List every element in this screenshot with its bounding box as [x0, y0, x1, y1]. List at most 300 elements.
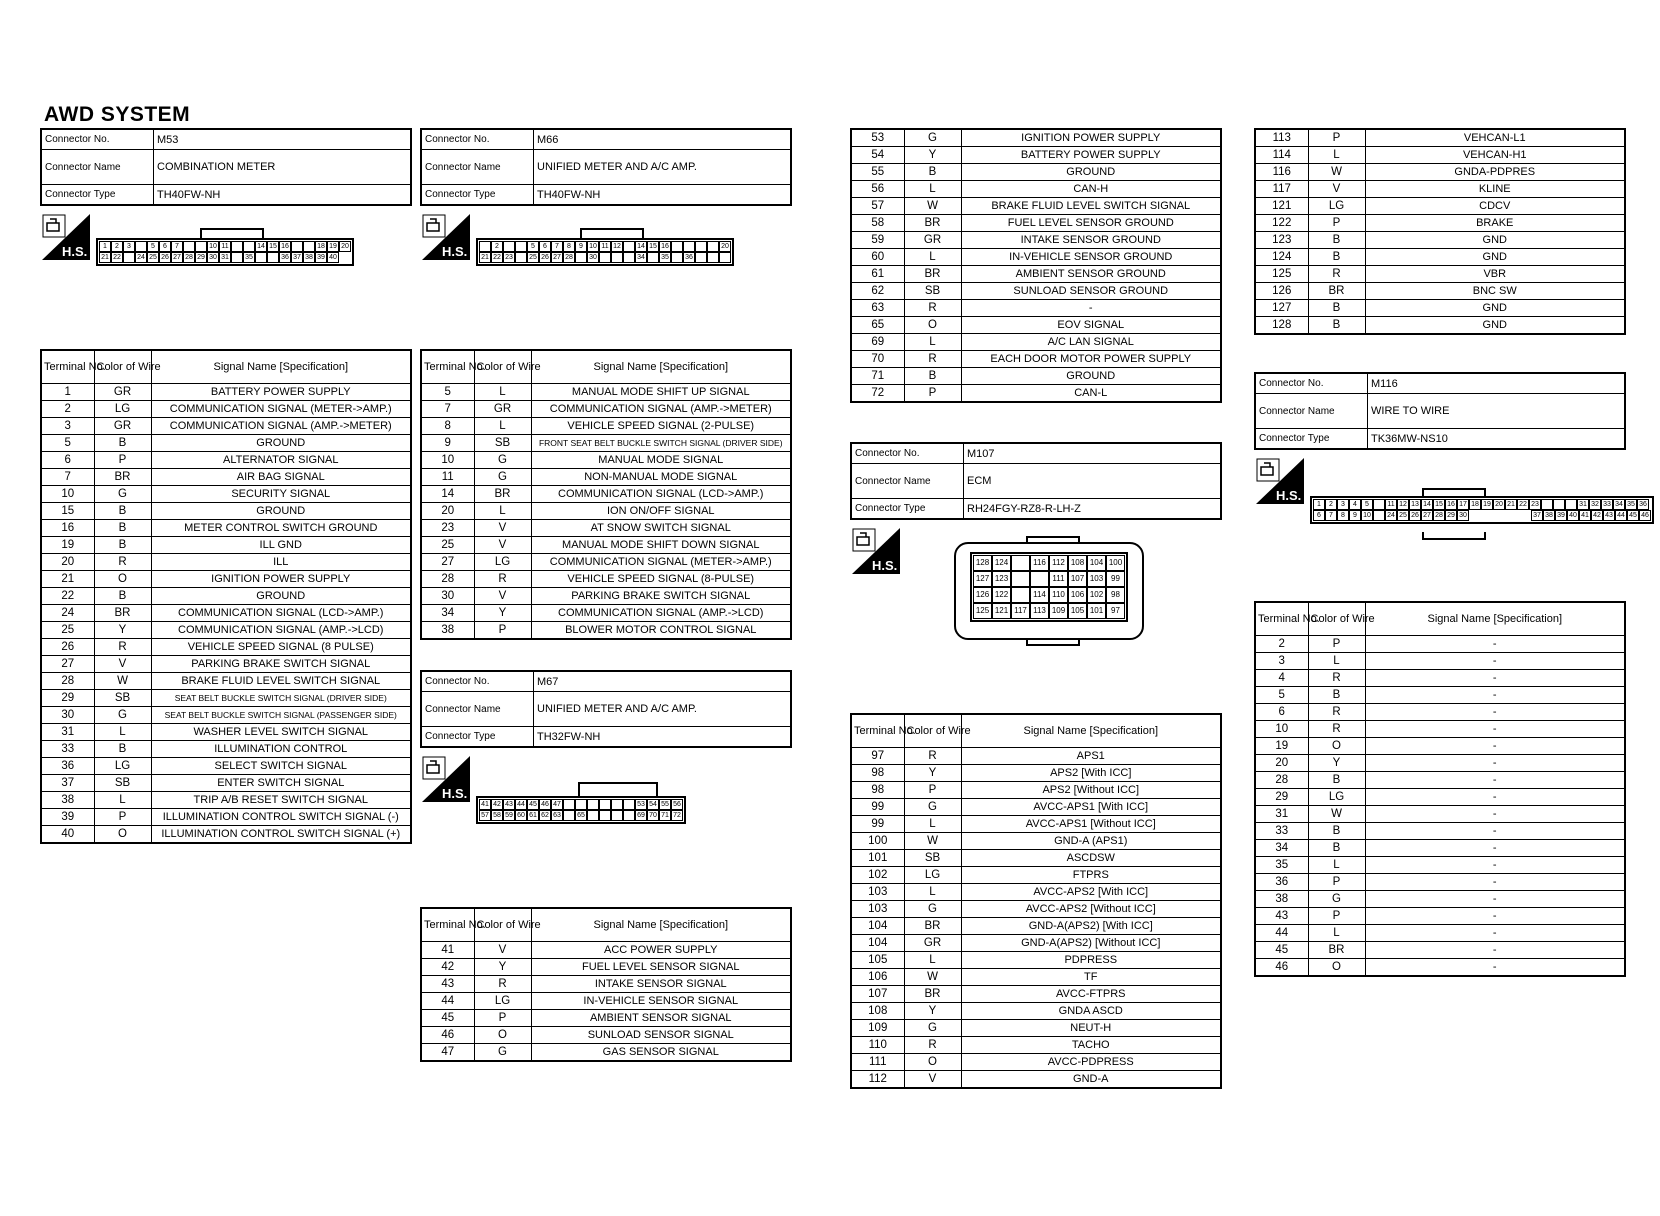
pin-cell: 109 [1049, 603, 1068, 619]
terminal-cell: 8 [421, 418, 474, 435]
signal-cell: ALTERNATOR SIGNAL [151, 452, 411, 469]
pin-cell: 21 [99, 252, 111, 263]
pin-cell: 14 [255, 241, 267, 252]
table-row [421, 588, 791, 605]
table-row [851, 969, 1221, 986]
color-cell: B [94, 520, 151, 537]
table-row [41, 588, 411, 605]
terminal-cell: 35 [1255, 857, 1308, 874]
table-row [851, 147, 1221, 164]
signal-cell: AT SNOW SWITCH SIGNAL [531, 520, 791, 537]
pin-cell: 97 [1106, 603, 1125, 619]
table-row [851, 748, 1221, 765]
terminal-cell: 125 [1255, 266, 1308, 283]
pin-cell [1011, 555, 1030, 571]
table-row [1255, 266, 1625, 283]
terminal-cell: 97 [851, 748, 904, 765]
color-cell: P [904, 782, 961, 799]
table-row [851, 1020, 1221, 1037]
color-cell: O [1308, 959, 1365, 977]
m53-column [40, 128, 412, 844]
connector-type-label: Connector Type [41, 185, 154, 206]
pin-cell: 126 [973, 587, 992, 603]
pin-cell: 61 [527, 810, 539, 821]
color-cell: B [1308, 232, 1365, 249]
terminal-cell: 15 [41, 503, 94, 520]
color-cell: O [94, 571, 151, 588]
m66-connector-face [476, 228, 744, 274]
connector-no-value: M53 [154, 129, 412, 150]
table-row [851, 232, 1221, 249]
pin-cell: 47 [551, 799, 563, 810]
signal-cell: A/C LAN SIGNAL [961, 334, 1221, 351]
table-row [421, 503, 791, 520]
pin-cell: 8 [1337, 510, 1349, 521]
signal-cell: SEAT BELT BUCKLE SWITCH SIGNAL (DRIVER SIDE) [151, 690, 411, 707]
pin-cell [647, 252, 659, 263]
pin-cell [611, 810, 623, 821]
pin-cell [1373, 499, 1385, 510]
pin-cell: 27 [171, 252, 183, 263]
signal-cell: INTAKE SENSOR SIGNAL [531, 976, 791, 993]
connector-name-value: UNIFIED METER AND A/C AMP. [534, 150, 792, 185]
table-row [1255, 653, 1625, 670]
signal-cell: ASCDSW [961, 850, 1221, 867]
pin-cell: 110 [1049, 587, 1068, 603]
table-row [1255, 198, 1625, 215]
signal-cell: COMMUNICATION SIGNAL (AMP.->METER) [151, 418, 411, 435]
terminal-cell: 25 [41, 622, 94, 639]
color-cell: B [1308, 823, 1365, 840]
terminal-cell: 40 [41, 826, 94, 844]
terminal-cell: 19 [41, 537, 94, 554]
m67-continued-column [850, 128, 1222, 403]
terminal-cell: 112 [851, 1071, 904, 1089]
color-cell: W [904, 198, 961, 215]
pin-cell: 43 [503, 799, 515, 810]
pin-cell: 41 [1579, 510, 1591, 521]
terminal-cell: 123 [1255, 232, 1308, 249]
color-cell: R [94, 554, 151, 571]
signal-header: Signal Name [Specification] [961, 714, 1221, 748]
signal-cell: AMBIENT SENSOR GROUND [961, 266, 1221, 283]
table-row [1255, 721, 1625, 738]
terminal-cell: 5 [421, 384, 474, 401]
pin-cell: 24 [135, 252, 147, 263]
terminal-cell: 16 [41, 520, 94, 537]
pin-cell: 123 [992, 571, 1011, 587]
m107-continued-column [1254, 128, 1626, 335]
signal-cell: APS2 [Without ICC] [961, 782, 1221, 799]
signal-cell: GROUND [961, 368, 1221, 385]
pin-cell: 10 [1361, 510, 1373, 521]
pin-cell: 28 [563, 252, 575, 263]
pin-cell: 25 [147, 252, 159, 263]
pin-cell: 30 [207, 252, 219, 263]
color-cell: R [474, 976, 531, 993]
connector-no-label: Connector No. [41, 129, 154, 150]
color-cell: G [904, 129, 961, 147]
terminal-cell: 38 [1255, 891, 1308, 908]
pin-cell: 7 [171, 241, 183, 252]
terminal-cell: 103 [851, 884, 904, 901]
color-cell: Y [94, 622, 151, 639]
pin-cell: 21 [479, 252, 491, 263]
signal-cell: - [1365, 636, 1625, 653]
harness-side-icon [42, 214, 90, 260]
color-cell: P [474, 1010, 531, 1027]
pin-cell: 31 [1577, 499, 1589, 510]
terminal-cell: 114 [1255, 147, 1308, 164]
pin-cell: 35 [659, 252, 671, 263]
color-cell: V [474, 520, 531, 537]
table-row [1255, 891, 1625, 908]
color-header: Color of Wire [904, 714, 961, 748]
terminal-cell: 20 [41, 554, 94, 571]
table-row [1255, 840, 1625, 857]
pin-cell: 32 [1589, 499, 1601, 510]
pin-cell [563, 799, 575, 810]
terminal-cell: 22 [41, 588, 94, 605]
terminal-cell: 5 [1255, 687, 1308, 704]
table-row [1255, 738, 1625, 755]
pin-cell: 20 [719, 241, 731, 252]
terminal-cell: 11 [421, 469, 474, 486]
pin-cell: 102 [1087, 587, 1106, 603]
signal-cell: IN-VEHICLE SENSOR SIGNAL [531, 993, 791, 1010]
color-cell: L [1308, 653, 1365, 670]
pin-cell [135, 241, 147, 252]
signal-cell: IGNITION POWER SUPPLY [961, 129, 1221, 147]
color-cell: P [1308, 908, 1365, 925]
color-cell: P [1308, 215, 1365, 232]
signal-cell: AMBIENT SENSOR SIGNAL [531, 1010, 791, 1027]
table-row [1255, 670, 1625, 687]
table-row [41, 520, 411, 537]
pin-cell: 45 [1627, 510, 1639, 521]
table-row [1255, 129, 1625, 147]
pin-cell [303, 241, 315, 252]
table-row [851, 129, 1221, 147]
table-row [421, 452, 791, 469]
m53-header [40, 128, 412, 206]
table-row [1255, 232, 1625, 249]
color-cell: BR [474, 486, 531, 503]
color-cell: BR [904, 215, 961, 232]
table-row [421, 554, 791, 571]
pin-cell: 12 [611, 241, 623, 252]
pin-cell: 37 [291, 252, 303, 263]
table-row [421, 435, 791, 452]
pin-cell [123, 252, 135, 263]
table-row [41, 792, 411, 809]
pin-cell: 44 [515, 799, 527, 810]
pin-cell: 7 [551, 241, 563, 252]
pin-cell [267, 252, 279, 263]
signal-cell: MANUAL MODE SIGNAL [531, 452, 791, 469]
signal-cell: PDPRESS [961, 952, 1221, 969]
color-cell: O [1308, 738, 1365, 755]
color-cell: SB [474, 435, 531, 452]
signal-cell: COMMUNICATION SIGNAL (LCD->AMP.) [151, 605, 411, 622]
pin-cell: 59 [503, 810, 515, 821]
color-cell: B [904, 164, 961, 181]
signal-cell: EACH DOOR MOTOR POWER SUPPLY [961, 351, 1221, 368]
pin-cell: 15 [267, 241, 279, 252]
table-row [421, 1044, 791, 1062]
signal-cell: BLOWER MOTOR CONTROL SIGNAL [531, 622, 791, 640]
terminal-cell: 6 [41, 452, 94, 469]
terminal-cell: 7 [421, 401, 474, 418]
pin-cell: 30 [587, 252, 599, 263]
table-row [1255, 249, 1625, 266]
color-cell: Y [904, 1003, 961, 1020]
signal-cell: - [1365, 874, 1625, 891]
pin-cell: 112 [1049, 555, 1068, 571]
signal-cell: - [1365, 925, 1625, 942]
pin-cell: 60 [515, 810, 527, 821]
table-row [1255, 181, 1625, 198]
connector-type-label: Connector Type [851, 499, 964, 520]
signal-cell: GND [1365, 232, 1625, 249]
pin-cell: 22 [1517, 499, 1529, 510]
terminal-cell: 113 [1255, 129, 1308, 147]
terminal-no-header: Terminal No. [851, 714, 904, 748]
terminal-cell: 111 [851, 1054, 904, 1071]
table-row [851, 833, 1221, 850]
color-cell: L [904, 884, 961, 901]
signal-cell: CDCV [1365, 198, 1625, 215]
m53-terminal-table [40, 349, 412, 844]
connector-no-value: M116 [1368, 373, 1626, 394]
signal-cell: CAN-H [961, 181, 1221, 198]
pin-cell: 6 [539, 241, 551, 252]
signal-cell: - [1365, 721, 1625, 738]
m107-header [850, 442, 1222, 520]
table-row [1255, 772, 1625, 789]
signal-cell: - [1365, 942, 1625, 959]
signal-cell: - [1365, 653, 1625, 670]
pin-cell: 5 [147, 241, 159, 252]
signal-cell: AVCC-FTPRS [961, 986, 1221, 1003]
table-row [851, 249, 1221, 266]
pin-cell [671, 252, 683, 263]
table-row [851, 300, 1221, 317]
signal-cell: IGNITION POWER SUPPLY [151, 571, 411, 588]
color-cell: Y [904, 147, 961, 164]
terminal-cell: 30 [421, 588, 474, 605]
color-cell: R [1308, 266, 1365, 283]
terminal-cell: 126 [1255, 283, 1308, 300]
svg-text:H.S.: H.S. [442, 786, 468, 801]
pin-cell [183, 241, 195, 252]
signal-cell: SECURITY SIGNAL [151, 486, 411, 503]
connector-name-value: WIRE TO WIRE [1368, 394, 1626, 429]
pin-cell: 65 [575, 810, 587, 821]
pin-cell: 127 [973, 571, 992, 587]
terminal-cell: 45 [421, 1010, 474, 1027]
color-cell: B [94, 588, 151, 605]
signal-cell: SELECT SWITCH SIGNAL [151, 758, 411, 775]
color-cell: SB [904, 283, 961, 300]
pin-cell [623, 810, 635, 821]
table-row [41, 775, 411, 792]
terminal-cell: 108 [851, 1003, 904, 1020]
table-row [41, 537, 411, 554]
table-row [1255, 300, 1625, 317]
signal-cell: - [1365, 755, 1625, 772]
table-row [41, 622, 411, 639]
signal-cell: PARKING BRAKE SWITCH SIGNAL [151, 656, 411, 673]
connector-type-label: Connector Type [421, 185, 534, 206]
pin-cell [599, 252, 611, 263]
pin-cell: 22 [491, 252, 503, 263]
pin-cell: 63 [551, 810, 563, 821]
terminal-cell: 10 [421, 452, 474, 469]
signal-cell: COMMUNICATION SIGNAL (AMP.->LCD) [531, 605, 791, 622]
color-cell: B [1308, 249, 1365, 266]
table-row [41, 503, 411, 520]
pin-cell: 36 [279, 252, 291, 263]
color-cell: L [474, 384, 531, 401]
terminal-cell: 36 [1255, 874, 1308, 891]
color-cell: SB [94, 690, 151, 707]
m66-header [420, 128, 792, 206]
table-row [1255, 942, 1625, 959]
pin-cell: 34 [635, 252, 647, 263]
signal-cell: BATTERY POWER SUPPLY [151, 384, 411, 401]
color-cell: L [1308, 925, 1365, 942]
terminal-cell: 26 [41, 639, 94, 656]
terminal-cell: 101 [851, 850, 904, 867]
color-cell: SB [94, 775, 151, 792]
terminal-cell: 31 [1255, 806, 1308, 823]
signal-cell: VEHCAN-H1 [1365, 147, 1625, 164]
terminal-cell: 28 [421, 571, 474, 588]
table-row [41, 418, 411, 435]
table-row [421, 418, 791, 435]
signal-cell: COMMUNICATION SIGNAL (METER->AMP.) [151, 401, 411, 418]
color-cell: W [1308, 806, 1365, 823]
signal-cell: - [961, 300, 1221, 317]
pin-cell [1541, 499, 1553, 510]
signal-cell: - [1365, 857, 1625, 874]
pin-cell [231, 241, 243, 252]
pin-cell: 70 [647, 810, 659, 821]
pin-cell: 42 [1591, 510, 1603, 521]
pin-cell: 19 [1481, 499, 1493, 510]
color-cell: V [474, 588, 531, 605]
signal-cell: FTPRS [961, 867, 1221, 884]
color-cell: B [94, 503, 151, 520]
signal-cell: SEAT BELT BUCKLE SWITCH SIGNAL (PASSENGER SIDE) [151, 707, 411, 724]
color-cell: O [904, 317, 961, 334]
terminal-cell: 38 [421, 622, 474, 640]
signal-cell: GAS SENSOR SIGNAL [531, 1044, 791, 1062]
terminal-cell: 27 [41, 656, 94, 673]
pin-cell [623, 799, 635, 810]
color-cell: BR [904, 986, 961, 1003]
color-cell: L [904, 181, 961, 198]
signal-cell: AVCC-APS1 [Without ICC] [961, 816, 1221, 833]
terminal-cell: 34 [1255, 840, 1308, 857]
m116-column [1254, 372, 1649, 977]
table-row [851, 1071, 1221, 1089]
connector-no-label: Connector No. [1255, 373, 1368, 394]
signal-cell: VBR [1365, 266, 1625, 283]
color-cell: G [474, 469, 531, 486]
signal-cell: GNDA-PDPRES [1365, 164, 1625, 181]
harness-side-icon [1256, 458, 1304, 504]
terminal-cell: 24 [41, 605, 94, 622]
pin-cell: 10 [587, 241, 599, 252]
signal-cell: PARKING BRAKE SWITCH SIGNAL [531, 588, 791, 605]
table-row [1255, 636, 1625, 653]
terminal-cell: 65 [851, 317, 904, 334]
table-row [1255, 317, 1625, 335]
color-cell: GR [94, 418, 151, 435]
connector-name-value: COMBINATION METER [154, 150, 412, 185]
table-row [41, 486, 411, 503]
color-cell: W [904, 833, 961, 850]
terminal-cell: 122 [1255, 215, 1308, 232]
pin-cell: 105 [1068, 603, 1087, 619]
color-cell: R [904, 300, 961, 317]
table-row [851, 884, 1221, 901]
color-cell: LG [474, 554, 531, 571]
connector-name-label: Connector Name [1255, 394, 1368, 429]
pin-cell [575, 252, 587, 263]
connector-name-label: Connector Name [421, 692, 534, 727]
signal-cell: APS1 [961, 748, 1221, 765]
signal-cell: ILL GND [151, 537, 411, 554]
signal-cell: GND [1365, 317, 1625, 335]
signal-cell: ILL [151, 554, 411, 571]
color-cell: B [1308, 840, 1365, 857]
terminal-cell: 44 [421, 993, 474, 1010]
signal-cell: VEHICLE SPEED SIGNAL (8-PULSE) [531, 571, 791, 588]
color-cell: Y [474, 605, 531, 622]
signal-cell: GND-A(APS2) [With ICC] [961, 918, 1221, 935]
pin-cell: 114 [1030, 587, 1049, 603]
color-cell: G [474, 1044, 531, 1062]
terminal-cell: 53 [851, 129, 904, 147]
terminal-cell: 106 [851, 969, 904, 986]
signal-cell: GROUND [151, 435, 411, 452]
pin-cell [291, 241, 303, 252]
connector-no-label: Connector No. [421, 671, 534, 692]
pin-cell [695, 252, 707, 263]
table-row [1255, 908, 1625, 925]
table-row [41, 605, 411, 622]
terminal-cell: 121 [1255, 198, 1308, 215]
terminal-cell: 41 [421, 942, 474, 959]
table-row [851, 816, 1221, 833]
pin-cell: 108 [1068, 555, 1087, 571]
pin-cell: 116 [1030, 555, 1049, 571]
table-row [851, 215, 1221, 232]
color-cell: P [1308, 636, 1365, 653]
pin-cell: 46 [539, 799, 551, 810]
signal-cell: TF [961, 969, 1221, 986]
signal-cell: TACHO [961, 1037, 1221, 1054]
color-cell: B [1308, 317, 1365, 335]
signal-cell: FUEL LEVEL SENSOR GROUND [961, 215, 1221, 232]
pin-cell: 13 [1409, 499, 1421, 510]
table-row [851, 952, 1221, 969]
terminal-cell: 128 [1255, 317, 1308, 335]
table-row [421, 469, 791, 486]
